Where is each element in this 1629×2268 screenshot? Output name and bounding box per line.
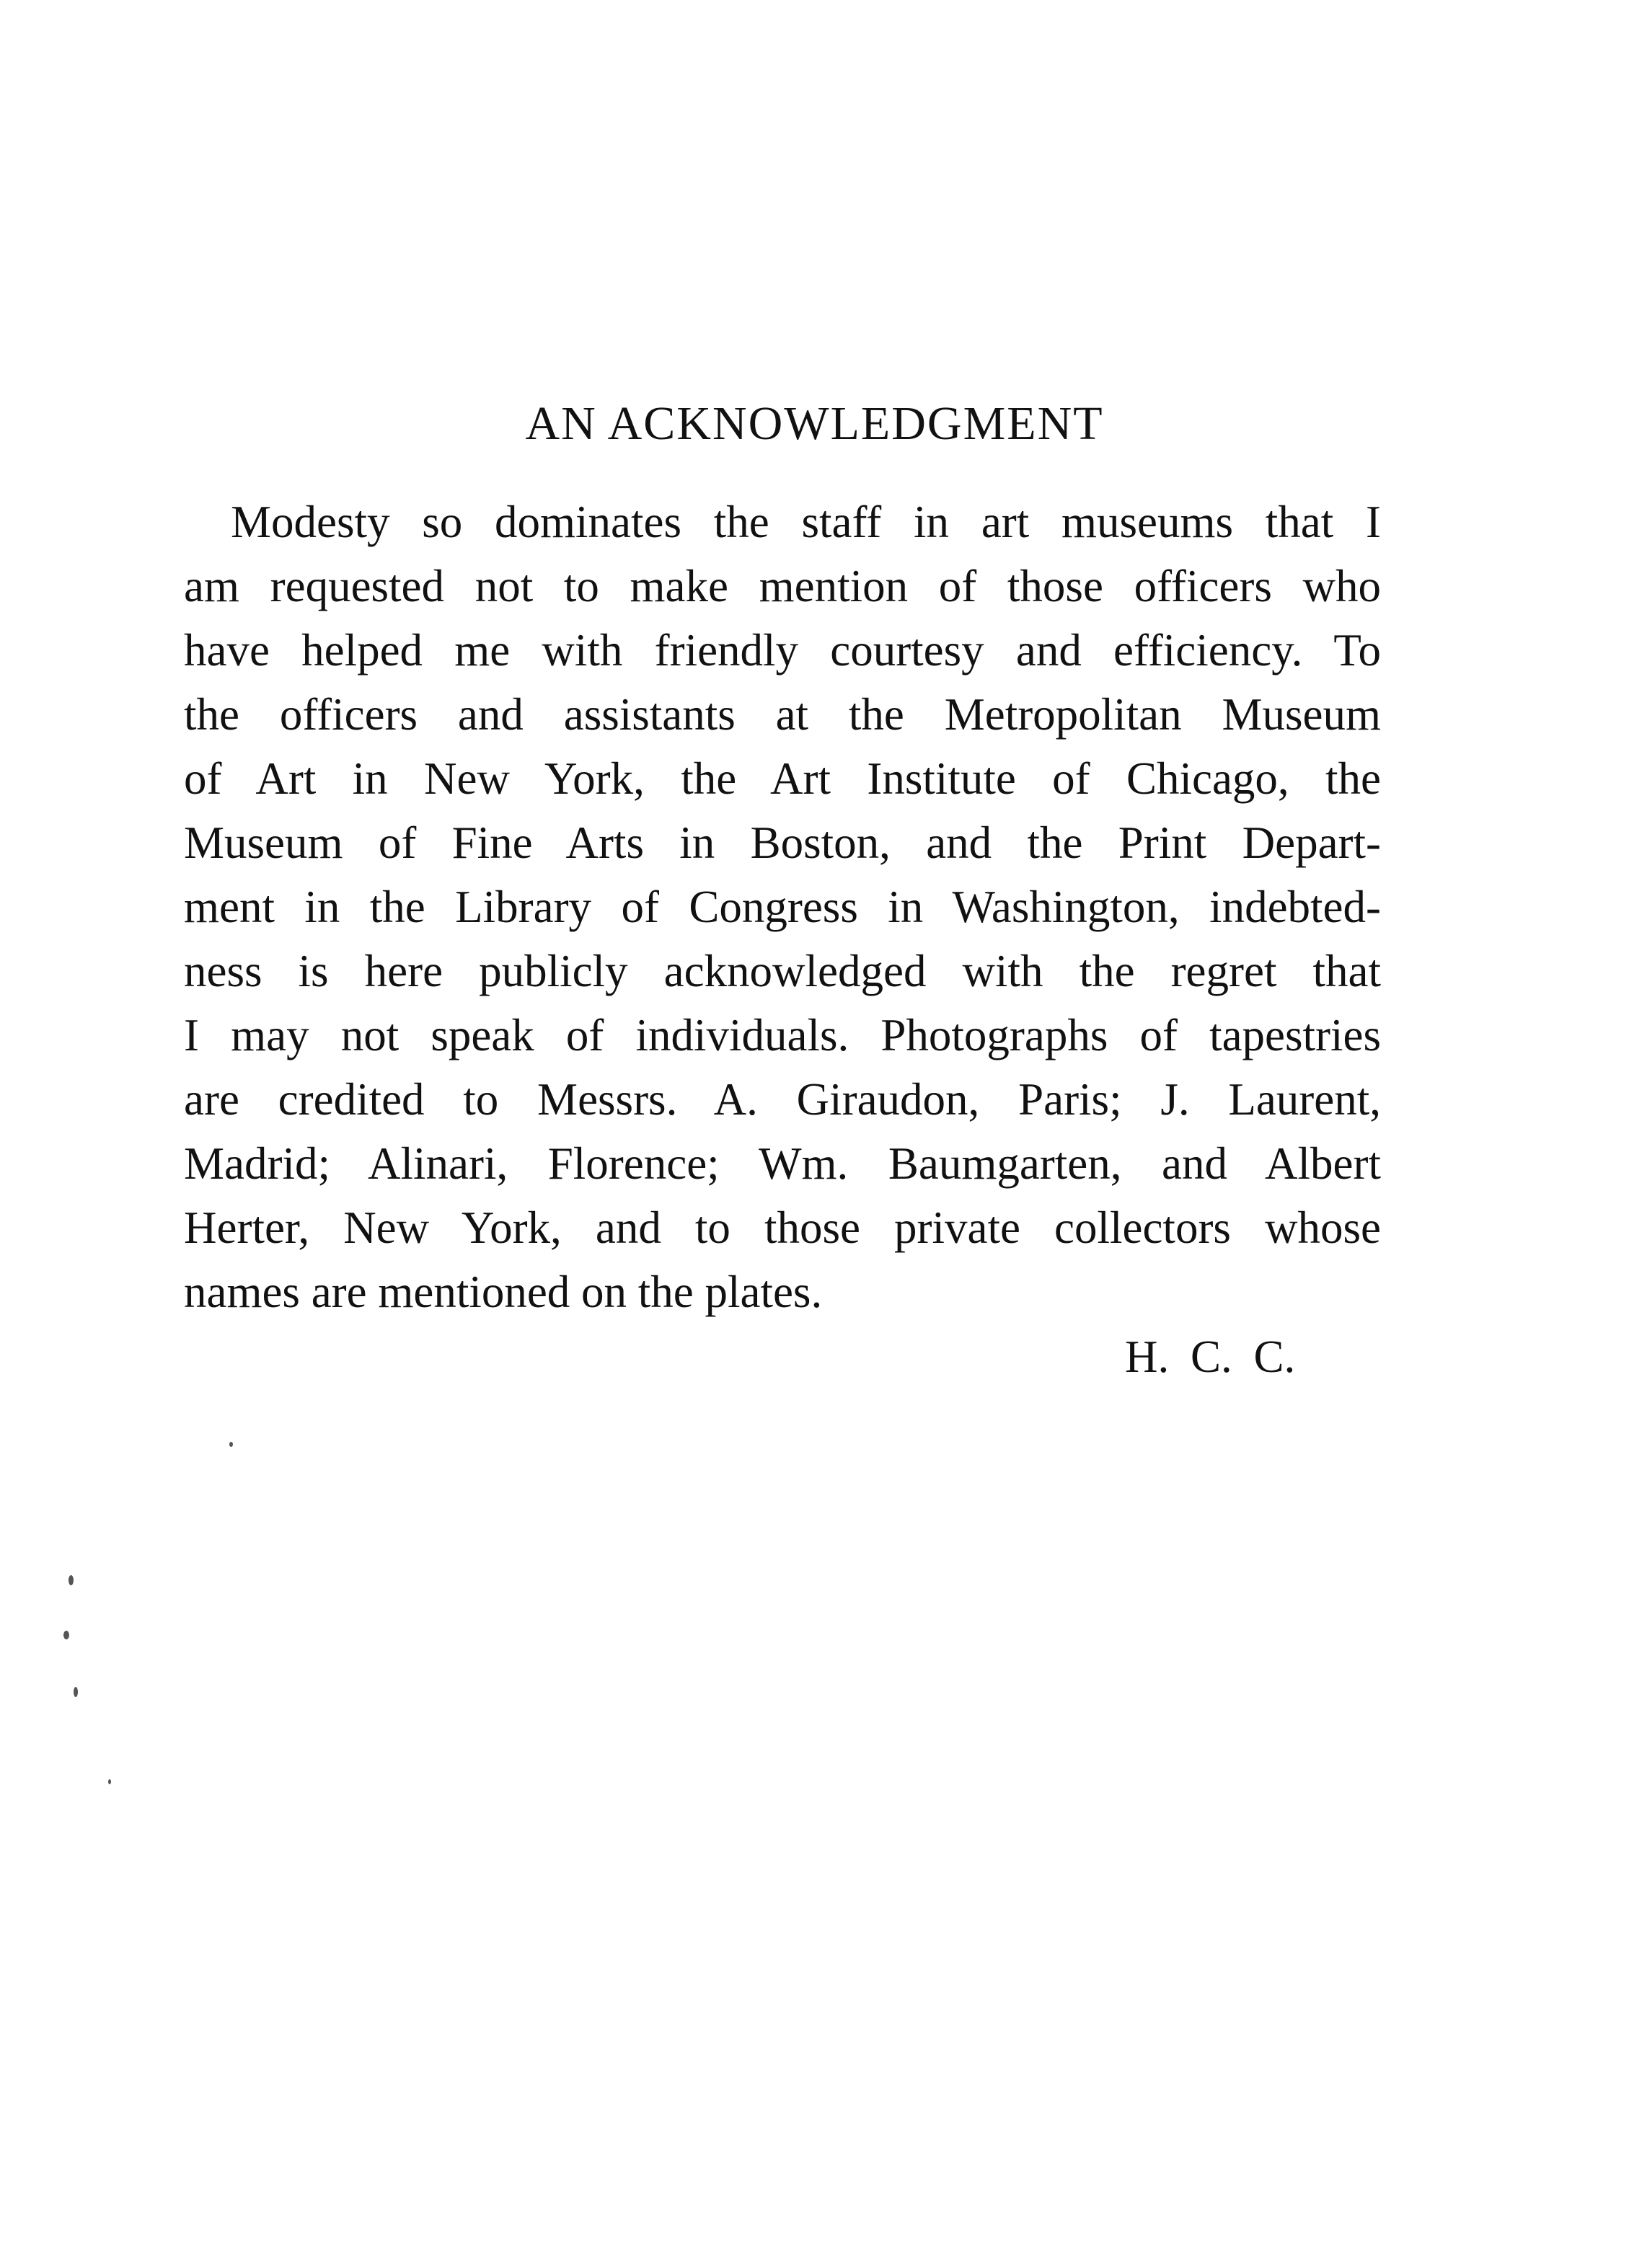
page-title: AN ACKNOWLEDGMENT bbox=[525, 397, 1104, 450]
paragraph-line: ness is here publicly acknowledged with the regret that bbox=[184, 946, 1381, 996]
paragraph-line: are credited to Messrs. A. Giraudon, Paris; J. Laurent, bbox=[184, 1074, 1381, 1125]
paragraph-line: am requested not to make mention of those officers who bbox=[184, 561, 1381, 611]
paragraph-line: ment in the Library of Congress in Washington, indebted- bbox=[184, 882, 1381, 932]
scan-speck bbox=[108, 1779, 111, 1784]
paragraph-line: Herter, New York, and to those private collectors whose bbox=[184, 1202, 1381, 1253]
acknowledgment-paragraph bbox=[184, 490, 1381, 1324]
paragraph-line: the officers and assistants at the Metropolitan Museum bbox=[184, 689, 1381, 740]
scan-speck bbox=[69, 1575, 74, 1585]
scan-speck bbox=[229, 1442, 233, 1447]
paragraph-line: Modesty so dominates the staff in art museums that I bbox=[231, 497, 1381, 547]
scan-speck bbox=[74, 1687, 78, 1697]
paragraph-line: Museum of Fine Arts in Boston, and the Print Depart- bbox=[184, 818, 1381, 868]
paragraph-line: Madrid; Alinari, Florence; Wm. Baumgarten, and Albert bbox=[184, 1138, 1381, 1189]
paragraph-line: have helped me with friendly courtesy and efficiency. To bbox=[184, 625, 1381, 675]
paragraph-line: names are mentioned on the plates. bbox=[184, 1267, 823, 1317]
signature-initials: H. C. C. bbox=[1125, 1332, 1296, 1382]
paragraph-line: I may not speak of individuals. Photographs of tapestries bbox=[184, 1010, 1381, 1060]
scan-speck bbox=[63, 1631, 69, 1639]
paragraph-line: of Art in New York, the Art Institute of Chicago, the bbox=[184, 753, 1381, 804]
